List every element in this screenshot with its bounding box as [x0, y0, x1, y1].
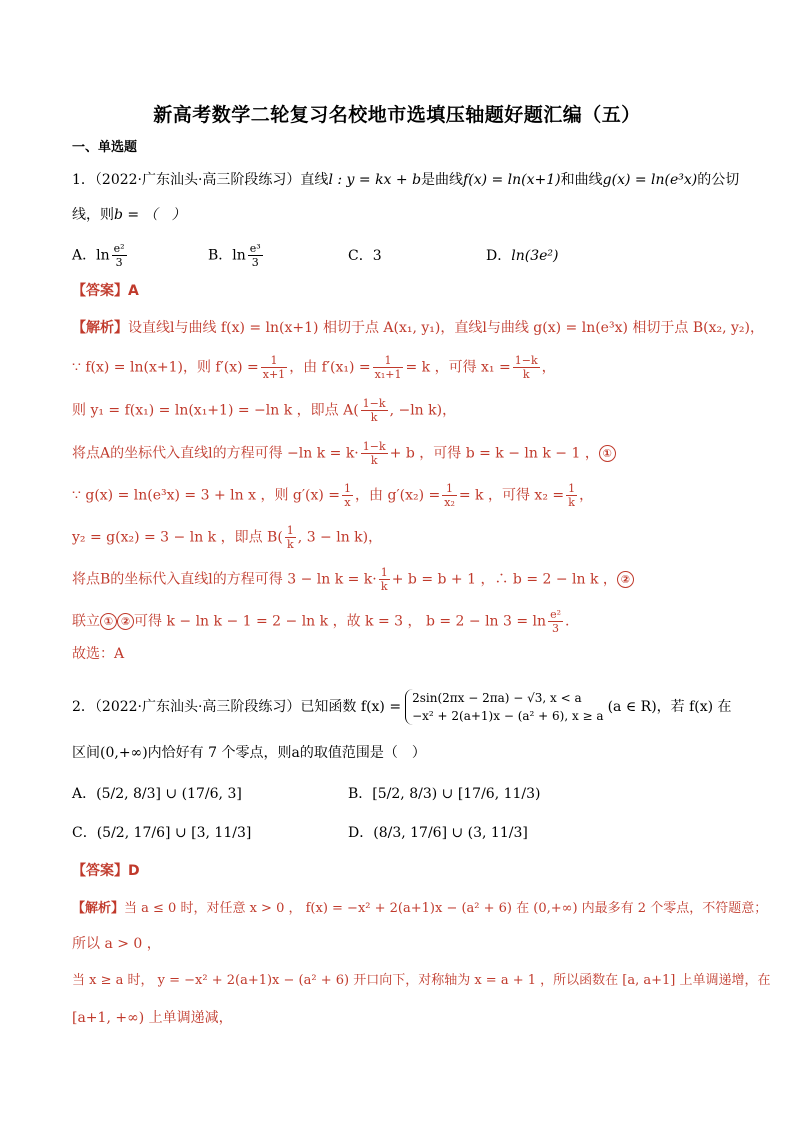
- fraction: [361, 440, 388, 467]
- q2-option-b: [348, 784, 541, 804]
- q1-stem-text: 和曲线: [560, 172, 603, 188]
- numerator: 1: [261, 354, 287, 368]
- circled-two-marker: ②: [117, 613, 134, 630]
- solution-text: ∵ f(x) = ln(x+1)，则 f′(x) =: [72, 359, 259, 376]
- option-fraction: [248, 242, 263, 269]
- solution-text: y₂ = g(x₂) = 3 − ln k ，即点 B(: [72, 529, 283, 546]
- denominator: 3: [552, 622, 560, 635]
- solution-text: ，由 g′(x₂) =: [355, 487, 441, 504]
- q1-option-b: [208, 242, 265, 269]
- q1-stem-line1: [72, 170, 739, 190]
- q1-solution-line1: [72, 318, 764, 338]
- numerator: 1−k: [362, 397, 386, 410]
- q1-solution-line9: 故选：A: [72, 646, 125, 662]
- numerator: 1: [568, 482, 576, 495]
- denominator: 3: [115, 256, 123, 269]
- piece-case-1: 2sin(2πx − 2πa) − √3, x < a: [412, 691, 582, 705]
- numerator: 1: [373, 354, 404, 368]
- numerator: 1: [344, 482, 352, 495]
- option-label: A．: [72, 786, 97, 802]
- solution-text: .: [564, 613, 570, 630]
- numerator: e²: [113, 242, 125, 255]
- solution-text: , 3 − ln k)，: [297, 529, 383, 546]
- q1-f-eq: f(x) = ln(x+1): [463, 172, 561, 188]
- option-text: 3: [372, 248, 382, 264]
- option-fraction: [112, 242, 127, 269]
- fraction: [442, 482, 457, 509]
- solution-text: + b = b + 1 ，∴ b = 2 − ln k ，: [391, 571, 617, 588]
- option-label: C．: [348, 248, 373, 264]
- q1-solution-line4: [72, 440, 616, 467]
- solution-text: 将点A的坐标代入直线l的方程可得 −ln k = k·: [72, 445, 359, 462]
- section-heading: 一、单选题: [72, 140, 138, 155]
- q1-g-eq: g(x) = ln(e³x): [602, 172, 698, 188]
- q1-option-a: [72, 242, 129, 269]
- q2-answer: 【答案】D: [72, 863, 140, 879]
- q1-stem-text: 线，则: [72, 207, 114, 223]
- q2-stem-text: (a ∈ R)，若 f(x) 在: [607, 699, 732, 715]
- q2-option-a: [72, 784, 242, 804]
- q1-solution-line7: [72, 566, 634, 593]
- numerator: e²: [550, 608, 561, 621]
- solution-text: ，: [579, 487, 594, 504]
- q1-option-d: [486, 246, 558, 266]
- solution-text: = k ，可得 x₁ =: [405, 359, 511, 376]
- page-title: 新高考数学二轮复习名校地市选填压轴题好题汇编（五）: [153, 104, 641, 126]
- q2-solution-line1: [72, 899, 767, 919]
- q1-answer: 【答案】A: [72, 283, 139, 299]
- option-label: B．: [208, 247, 233, 264]
- denominator: 3: [251, 256, 259, 269]
- q1-solution-line6: [72, 524, 382, 551]
- circled-two-marker: ②: [617, 571, 634, 588]
- solution-text: ，由 f′(x₁) =: [289, 359, 371, 376]
- q1-stem-text: 1．（2022·广东汕头·高三阶段练习）直线: [72, 172, 329, 188]
- q2-stem-line1: [72, 689, 732, 725]
- numerator: e³: [249, 242, 261, 255]
- fraction: [566, 482, 577, 509]
- fraction: [513, 354, 540, 381]
- option-text: [5/2, 8/3) ∪ [17/6, 11/3): [372, 786, 541, 802]
- option-text: ln: [96, 247, 110, 264]
- q1-option-c: [348, 246, 382, 266]
- q1-line-eq: l : y = kx + b: [328, 172, 422, 188]
- solution-text: ，: [541, 359, 556, 376]
- option-label: A．: [72, 247, 97, 264]
- piece-case-2: −x² + 2(a+1)x − (a² + 6), x ≥ a: [412, 709, 604, 723]
- option-text: ln: [232, 247, 246, 264]
- circled-one-marker: ①: [599, 445, 616, 462]
- q1-solution-line8: [72, 608, 569, 635]
- solution-text: ∵ g(x) = ln(e³x) = 3 + ln x ，则 g′(x) =: [72, 487, 341, 504]
- solution-text: 设直线l与曲线 f(x) = ln(x+1) 相切于点 A(x₁, y₁)，直线l与曲线 g(x) = ln(e³x) 相切于点 B(x₂, y₂)，: [128, 320, 764, 336]
- option-label: D．: [348, 825, 374, 841]
- solution-text: 可得 k − ln k − 1 = 2 − ln k ，故 k = 3 ， b = 2 − ln 3 = ln: [134, 613, 547, 630]
- solution-text: + b ，可得 b = k − ln k − 1 ，: [389, 445, 599, 462]
- q1-b-blank: b = （ ）: [114, 207, 186, 223]
- q2-solution-line2: 所以 a > 0 ，: [72, 936, 161, 952]
- q1-solution-line3: [72, 397, 456, 424]
- circled-one-marker: ①: [100, 613, 117, 630]
- fraction: [373, 354, 404, 381]
- option-text: ln(3e²): [511, 248, 559, 264]
- denominator: x₂: [444, 496, 455, 509]
- solution-text: 则 y₁ = f(x₁) = ln(x₁+1) = −ln k ，即点 A(: [72, 402, 359, 419]
- solution-text: 联立: [72, 613, 100, 630]
- solution-label: 【解析】: [72, 901, 125, 916]
- solution-text: , −ln k)，: [389, 402, 457, 419]
- fraction: [342, 482, 353, 509]
- q2-option-c: [72, 823, 251, 843]
- numerator: 1: [286, 524, 294, 537]
- q2-solution-line4: [a+1, +∞) 上单调递减，: [72, 1010, 233, 1026]
- option-label: C．: [72, 825, 97, 841]
- denominator: k: [380, 580, 388, 593]
- q1-solution-line2: [72, 354, 556, 381]
- fraction: [285, 524, 296, 551]
- numerator: 1−k: [362, 440, 386, 453]
- fraction: [548, 608, 563, 635]
- numerator: 1: [380, 566, 388, 579]
- q1-solution-line5: [72, 482, 593, 509]
- denominator: x: [344, 496, 351, 509]
- solution-label: 【解析】: [72, 320, 128, 336]
- q1-stem-line2: [72, 205, 186, 225]
- denominator: k: [370, 454, 378, 467]
- option-label: D．: [486, 248, 512, 264]
- numerator: 1: [442, 482, 457, 496]
- solution-text: 当 a ≤ 0 时，对任意 x > 0 ， f(x) = −x² + 2(a+1)x − (a² + 6) 在 (0,+∞) 内最多有 2 个零点，不符题意；: [124, 901, 768, 916]
- q1-stem-text: 是曲线: [421, 172, 464, 188]
- option-text: (5/2, 8/3] ∪ (17/6, 3]: [96, 786, 242, 802]
- option-text: (8/3, 17/6] ∪ (3, 11/3]: [373, 825, 528, 841]
- q2-piecewise-function: [405, 689, 604, 725]
- denominator: x₁+1: [374, 368, 402, 381]
- denominator: k: [286, 538, 294, 551]
- fraction: [361, 397, 388, 424]
- option-label: B．: [348, 786, 373, 802]
- q2-stem-line2: 区间(0,+∞)内恰好有 7 个零点，则a的取值范围是（ ）: [72, 745, 426, 761]
- option-text: (5/2, 17/6] ∪ [3, 11/3]: [96, 825, 252, 841]
- denominator: k: [370, 411, 378, 424]
- numerator: 1−k: [514, 354, 538, 367]
- denominator: x+1: [262, 368, 286, 381]
- q2-option-d: [348, 823, 528, 843]
- denominator: k: [522, 368, 530, 381]
- solution-text: = k ，可得 x₂ =: [458, 487, 565, 504]
- q2-stem-text: 2．（2022·广东汕头·高三阶段练习）已知函数 f(x) =: [72, 699, 402, 715]
- solution-text: 将点B的坐标代入直线l的方程可得 3 − ln k = k·: [72, 571, 377, 588]
- fraction: [261, 354, 287, 381]
- q2-solution-line3: 当 x ≥ a 时， y = −x² + 2(a+1)x − (a² + 6) 开口向下，对称轴为 x = a + 1 ，所以函数在 [a, a+1] 上单调递增，在: [72, 973, 771, 988]
- q1-stem-text: 的公切: [697, 172, 740, 188]
- fraction: [379, 566, 390, 593]
- denominator: k: [568, 496, 575, 509]
